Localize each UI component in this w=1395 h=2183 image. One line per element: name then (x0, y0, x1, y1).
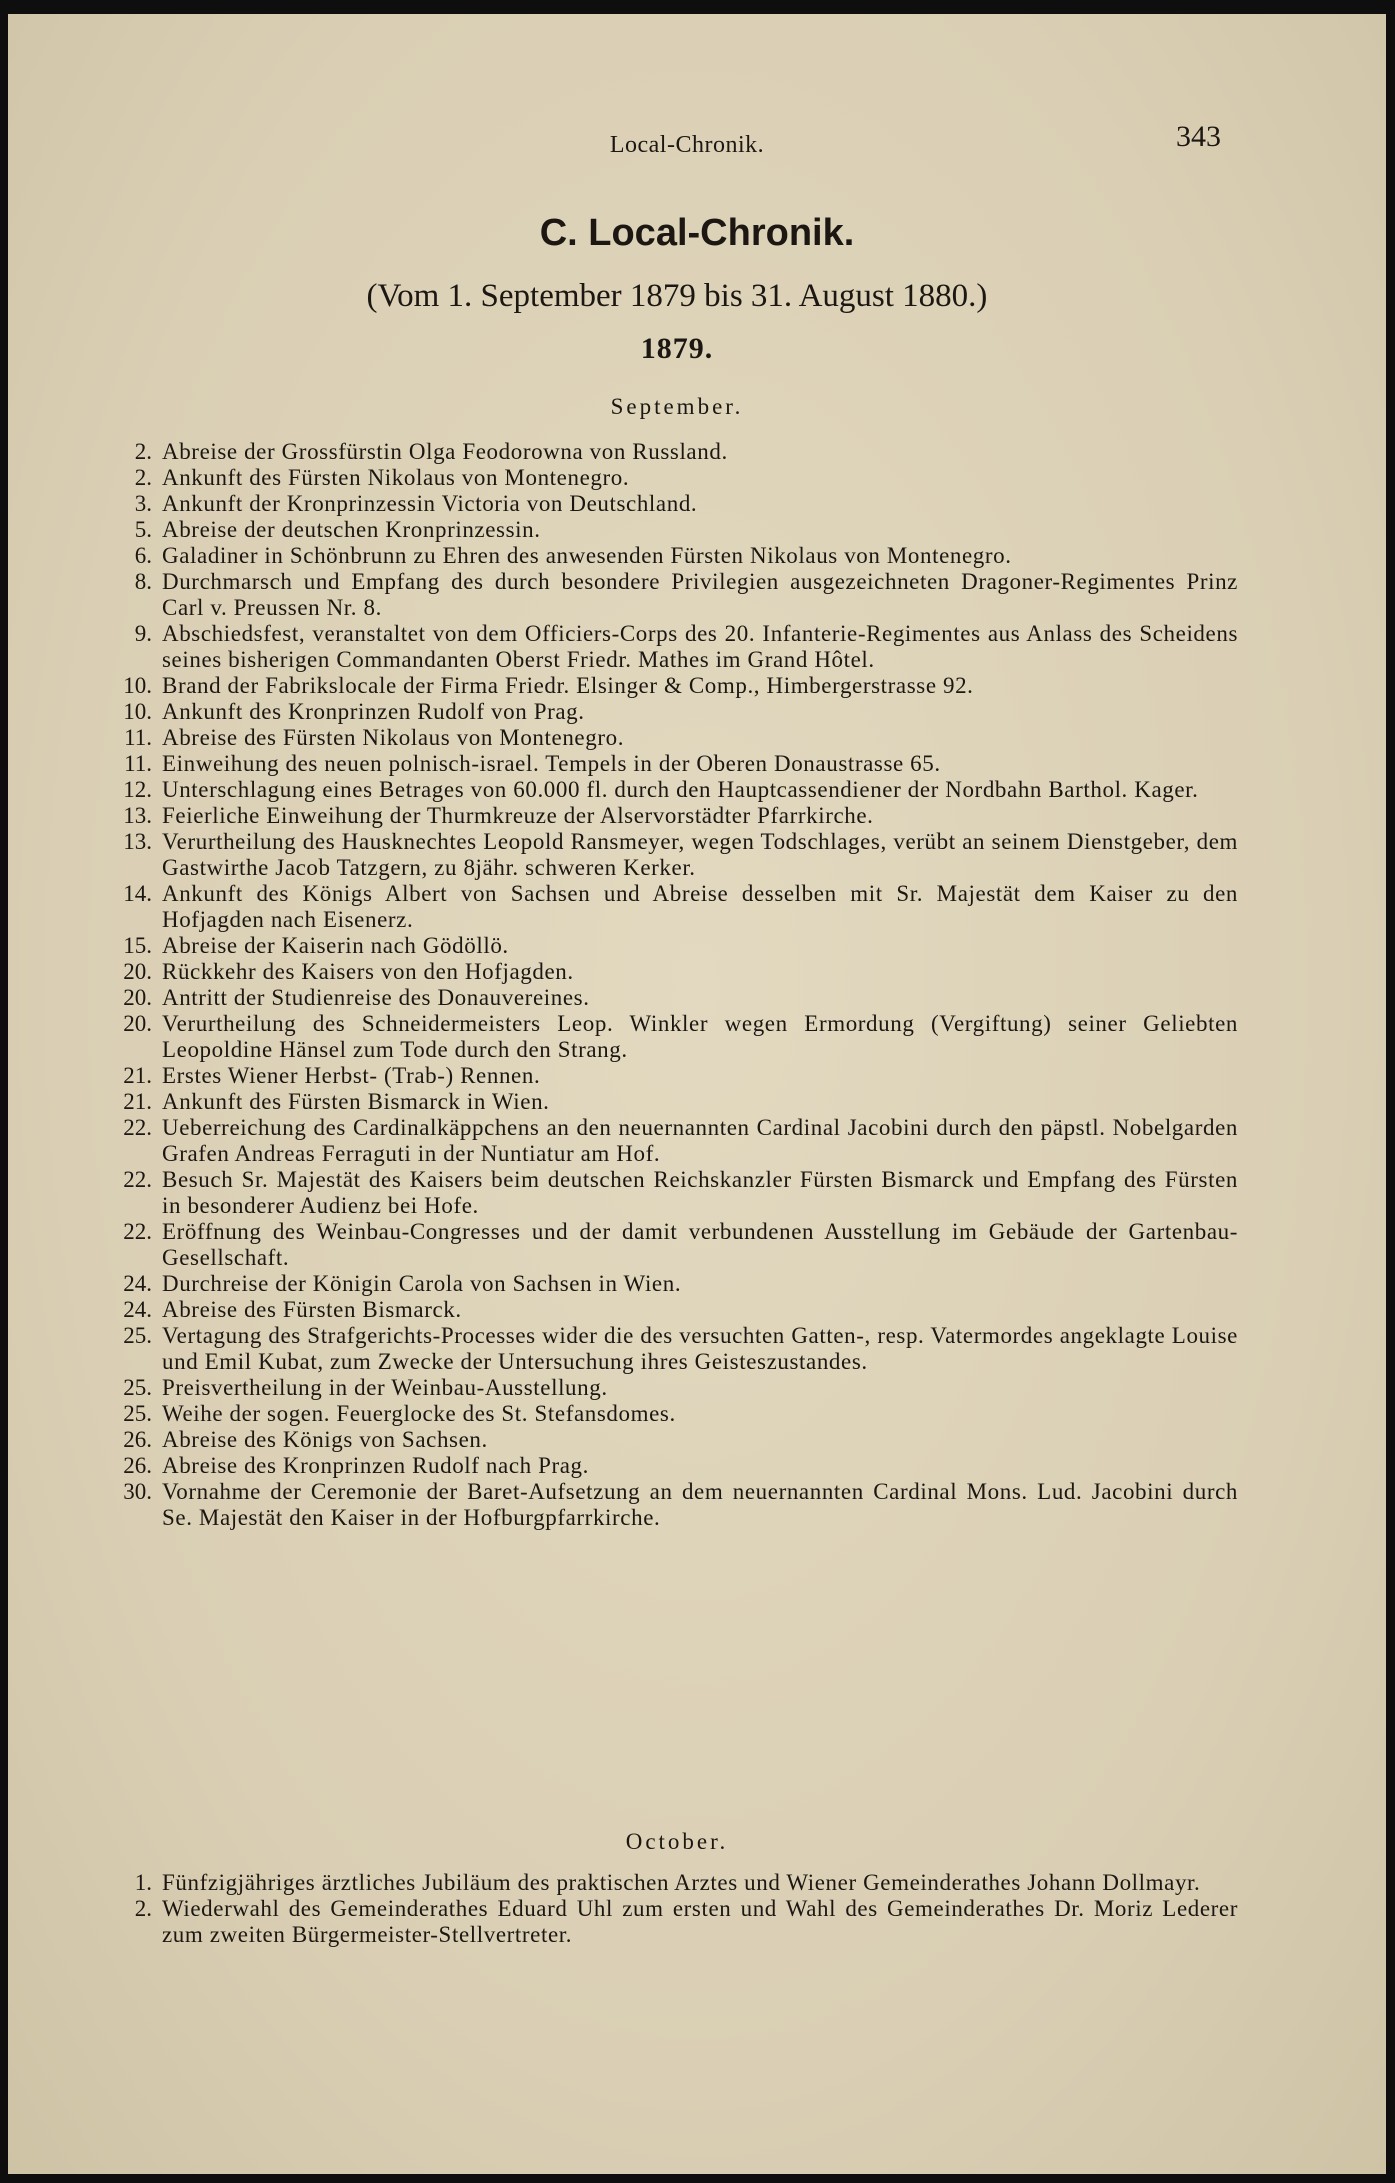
chronicle-entry (100, 439, 1238, 465)
entry-day: 1. (134, 1870, 152, 1895)
chronicle-entry (100, 1427, 1238, 1453)
entry-day: 10. (123, 699, 152, 724)
entry-day: 25. (123, 1401, 152, 1426)
chronicle-entry (100, 1323, 1238, 1375)
chronicle-entry (100, 465, 1238, 491)
year-heading: 1879. (640, 332, 714, 365)
entry-text: Preisvertheilung in der Weinbau-Ausstellung. (162, 1375, 608, 1400)
entry-day: 24. (123, 1297, 152, 1322)
chronicle-entry (100, 1219, 1238, 1271)
entry-text: Abreise des Fürsten Bismarck. (162, 1297, 462, 1322)
entry-day: 13. (123, 829, 152, 854)
entry-text: Vertagung des Strafgerichts-Processes wider die des versuchten Gatten-, resp. Vatermordes angeklagte Louise und Emil Kubat, zum Zwecke der Untersuchung ihres Geisteszustandes. (162, 1323, 1238, 1374)
entry-day: 20. (123, 1011, 152, 1036)
book-page (8, 14, 1386, 2174)
entry-text: Abreise des Kronprinzen Rudolf nach Prag. (162, 1453, 589, 1478)
entry-text: Durchmarsch und Empfang des durch besondere Privilegien ausgezeichneten Dragoner-Regimentes Prinz Carl v. Preussen Nr. 8. (162, 569, 1238, 620)
october-entries (100, 1870, 1238, 1948)
entry-text: Abreise der Kaiserin nach Gödöllö. (162, 933, 509, 958)
month-heading-october: October. (625, 1829, 729, 1854)
entry-day: 11. (124, 725, 152, 750)
entry-day: 26. (123, 1453, 152, 1478)
entry-day: 15. (123, 933, 152, 958)
section-heading: C. Local-Chronik. (539, 212, 855, 254)
entry-text: Rückkehr des Kaisers von den Hofjagden. (162, 959, 574, 984)
chronicle-entry (100, 1896, 1238, 1948)
entry-text: Antritt der Studienreise des Donauvereines. (162, 985, 590, 1010)
chronicle-entry (100, 933, 1238, 959)
entry-day: 10. (123, 673, 152, 698)
entry-text: Abreise des Königs von Sachsen. (162, 1427, 488, 1452)
entry-day: 24. (123, 1271, 152, 1296)
entry-day: 21. (123, 1063, 152, 1088)
chronicle-entry (100, 777, 1238, 803)
entry-day: 5. (134, 517, 152, 542)
entry-day: 2. (134, 439, 152, 464)
entry-day: 21. (123, 1089, 152, 1114)
chronicle-entry (100, 543, 1238, 569)
entry-text: Ankunft der Kronprinzessin Victoria von Deutschland. (162, 491, 698, 516)
chronicle-entry (100, 959, 1238, 985)
entry-text: Ueberreichung des Cardinalkäppchens an den neuernannten Cardinal Jacobini durch den päpstl. Nobelgarden Grafen Andreas Ferraguti in der Nuntiatur am Hof. (162, 1115, 1238, 1166)
entry-text: Galadiner in Schönbrunn zu Ehren des anwesenden Fürsten Nikolaus von Montenegro. (162, 543, 1012, 568)
entry-text: Besuch Sr. Majestät des Kaisers beim deutschen Reichskanzler Fürsten Bismarck und Empfang des Fürsten in besonderer Audienz bei Hofe. (162, 1167, 1238, 1218)
entry-text: Feierliche Einweihung der Thurmkreuze der Alservorstädter Pfarrkirche. (162, 803, 874, 828)
chronicle-entry (100, 803, 1238, 829)
entry-day: 20. (123, 959, 152, 984)
entry-text: Abschiedsfest, veranstaltet von dem Officiers-Corps des 20. Infanterie-Regimentes aus Anlass des Scheidens seines bisherigen Commandanten Oberst Friedr. Mathes im Grand Hôtel. (162, 621, 1238, 672)
chronicle-entry (100, 829, 1238, 881)
entry-day: 13. (123, 803, 152, 828)
entry-day: 6. (134, 543, 152, 568)
chronicle-entry (100, 1297, 1238, 1323)
entry-text: Fünfzigjähriges ärztliches Jubiläum des praktischen Arztes und Wiener Gemeinderathes Johann Dollmayr. (162, 1870, 1201, 1895)
chronicle-entry (100, 1870, 1238, 1896)
chronicle-entry (100, 725, 1238, 751)
chronicle-entry (100, 621, 1238, 673)
chronicle-entry (100, 1479, 1238, 1531)
entry-text: Ankunft des Fürsten Bismarck in Wien. (162, 1089, 550, 1114)
chronicle-entry (100, 569, 1238, 621)
entry-day: 11. (124, 751, 152, 776)
chronicle-entry (100, 1115, 1238, 1167)
entry-text: Eröffnung des Weinbau-Congresses und der damit verbundenen Ausstellung im Gebäude der Gartenbau-Gesellschaft. (162, 1219, 1238, 1270)
chronicle-entry (100, 881, 1238, 933)
entry-day: 26. (123, 1427, 152, 1452)
month-heading-september: September. (610, 394, 744, 419)
entry-text: Verurtheilung des Schneidermeisters Leop. Winkler wegen Ermordung (Vergiftung) seiner Geliebten Leopoldine Hänsel zum Tode durch den Strang. (162, 1011, 1238, 1062)
entry-day: 22. (123, 1219, 152, 1244)
running-head: Local-Chronik. (609, 132, 765, 158)
entry-day: 25. (123, 1323, 152, 1348)
chronicle-entry (100, 673, 1238, 699)
entry-day: 22. (123, 1167, 152, 1192)
september-entries (100, 439, 1238, 1531)
chronicle-entry (100, 1063, 1238, 1089)
entry-day: 22. (123, 1115, 152, 1140)
entry-text: Abreise der Grossfürstin Olga Feodorowna von Russland. (162, 439, 728, 464)
chronicle-entry (100, 1011, 1238, 1063)
entry-text: Ankunft des Fürsten Nikolaus von Montenegro. (162, 465, 630, 490)
entry-day: 20. (123, 985, 152, 1010)
chronicle-entry (100, 699, 1238, 725)
chronicle-entry (100, 491, 1238, 517)
chronicle-entry (100, 1375, 1238, 1401)
entry-text: Ankunft des Kronprinzen Rudolf von Prag. (162, 699, 585, 724)
entry-day: 14. (123, 881, 152, 906)
entry-day: 3. (134, 491, 152, 516)
entry-day: 2. (134, 465, 152, 490)
entry-day: 12. (123, 777, 152, 802)
entry-text: Verurtheilung des Hausknechtes Leopold Ransmeyer, wegen Todschlages, verübt an seinem Dienstgeber, dem Gastwirthe Jacob Tatzgern, zu 8jähr. schweren Kerker. (162, 829, 1238, 880)
entry-text: Wiederwahl des Gemeinderathes Eduard Uhl zum ersten und Wahl des Gemeinderathes Dr. Moriz Lederer zum zweiten Bürgermeister-Stellvertreter. (162, 1896, 1238, 1947)
chronicle-entry (100, 751, 1238, 777)
entry-text: Unterschlagung eines Betrages von 60.000 fl. durch den Hauptcassendiener der Nordbahn Barthol. Kager. (162, 777, 1199, 802)
chronicle-entry (100, 1271, 1238, 1297)
date-range-subheading: (Vom 1. September 1879 bis 31. August 1880.) (366, 278, 988, 314)
page-number: 343 (1176, 120, 1221, 153)
chronicle-entry (100, 1401, 1238, 1427)
entry-day: 30. (123, 1479, 152, 1504)
chronicle-entry (100, 1089, 1238, 1115)
chronicle-entry (100, 1167, 1238, 1219)
entry-day: 9. (134, 621, 152, 646)
entry-text: Abreise des Fürsten Nikolaus von Montenegro. (162, 725, 625, 750)
entry-text: Ankunft des Königs Albert von Sachsen und Abreise desselben mit Sr. Majestät dem Kaiser zu den Hofjagden nach Eisenerz. (162, 881, 1238, 932)
entry-text: Einweihung des neuen polnisch-israel. Tempels in der Oberen Donaustrasse 65. (162, 751, 941, 776)
entry-text: Weihe der sogen. Feuerglocke des St. Stefansdomes. (162, 1401, 676, 1426)
entry-text: Erstes Wiener Herbst- (Trab-) Rennen. (162, 1063, 541, 1088)
chronicle-entry (100, 985, 1238, 1011)
entry-text: Abreise der deutschen Kronprinzessin. (162, 517, 541, 542)
chronicle-entry (100, 1453, 1238, 1479)
entry-day: 25. (123, 1375, 152, 1400)
entry-day: 8. (134, 569, 152, 594)
entry-day: 2. (134, 1896, 152, 1921)
entry-text: Durchreise der Königin Carola von Sachsen in Wien. (162, 1271, 682, 1296)
chronicle-entry (100, 517, 1238, 543)
entry-text: Brand der Fabrikslocale der Firma Friedr. Elsinger & Comp., Himbergerstrasse 92. (162, 673, 974, 698)
entry-text: Vornahme der Ceremonie der Baret-Aufsetzung an dem neuernannten Cardinal Mons. Lud. Jacobini durch Se. Majestät den Kaiser in der Hofburgpfarrkirche. (162, 1479, 1238, 1530)
